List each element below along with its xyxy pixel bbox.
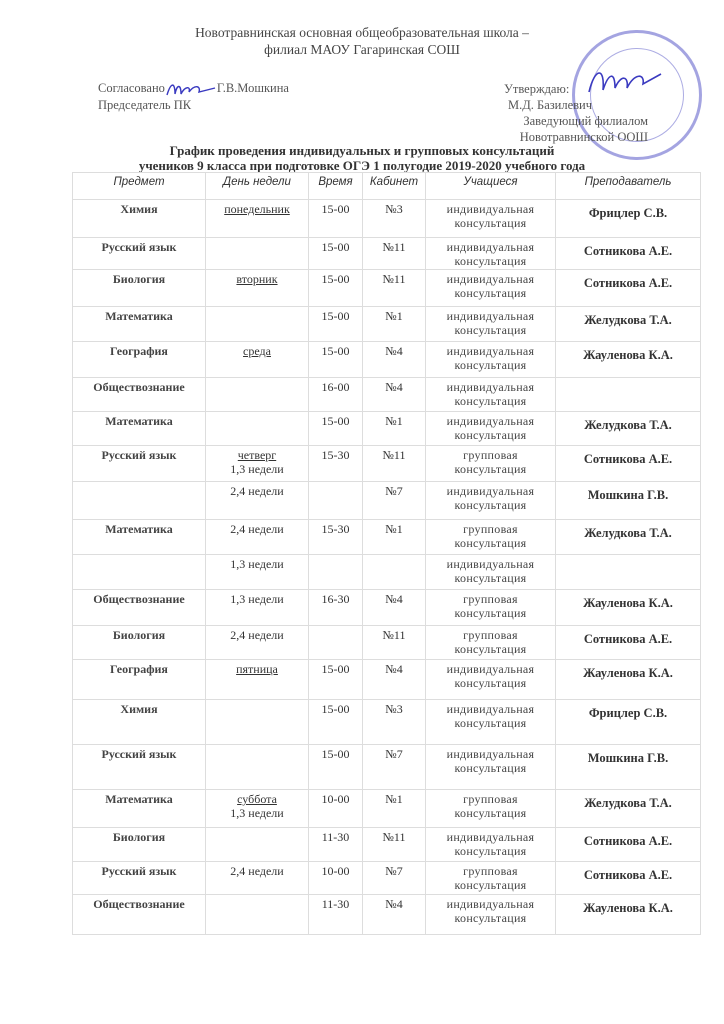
teacher-cell: Жауленова К.А. <box>556 342 701 378</box>
time-cell: 10-00 <box>309 862 363 895</box>
subject-cell: Русский язык <box>73 238 206 270</box>
time-cell: 10-00 <box>309 790 363 828</box>
day-cell <box>206 200 309 238</box>
time-cell <box>309 555 363 590</box>
room-cell: №7 <box>363 745 426 790</box>
table-row <box>73 745 701 790</box>
time-cell: 16-30 <box>309 590 363 626</box>
students-cell: индивидуальная консультация <box>426 200 556 238</box>
table-row <box>73 238 701 270</box>
time-cell: 15-00 <box>309 412 363 446</box>
week-note: 1,3 недели <box>230 557 284 571</box>
col-day: День недели <box>206 173 309 200</box>
subject-cell: Русский язык <box>73 446 206 482</box>
students-cell: индивидуальная консультация <box>426 378 556 412</box>
room-cell: №11 <box>363 270 426 307</box>
time-cell <box>309 626 363 660</box>
teacher-cell: Мошкина Г.В. <box>556 745 701 790</box>
day-name: понедельник <box>224 202 290 216</box>
students-cell: индивидуальная консультация <box>426 745 556 790</box>
students-cell: индивидуальная консультация <box>426 828 556 862</box>
subject-cell: Химия <box>73 200 206 238</box>
title-line-2: учеников 9 класса при подготовке ОГЭ 1 полугодие 2019-2020 учебного года <box>138 158 586 173</box>
col-teacher: Преподаватель <box>556 173 701 200</box>
room-cell: №11 <box>363 828 426 862</box>
teacher-cell: Мошкина Г.В. <box>556 482 701 520</box>
week-note: 2,4 недели <box>230 522 284 536</box>
approve-position: Заведующий филиалом <box>523 114 648 128</box>
teacher-cell: Сотникова А.Е. <box>556 270 701 307</box>
day-cell <box>206 307 309 342</box>
room-cell: №1 <box>363 790 426 828</box>
teacher-cell: Желудкова Т.А. <box>556 520 701 555</box>
day-cell <box>206 412 309 446</box>
week-note: 2,4 недели <box>230 864 284 878</box>
day-cell <box>206 700 309 745</box>
table-row <box>73 895 701 935</box>
teacher-cell: Желудкова Т.А. <box>556 412 701 446</box>
time-cell: 15-00 <box>309 238 363 270</box>
room-cell: №4 <box>363 342 426 378</box>
table-row <box>73 307 701 342</box>
subject-cell: Обществознание <box>73 378 206 412</box>
students-cell: групповая консультация <box>426 862 556 895</box>
day-cell <box>206 828 309 862</box>
students-cell: индивидуальная консультация <box>426 342 556 378</box>
students-cell: индивидуальная консультация <box>426 270 556 307</box>
teacher-cell <box>556 378 701 412</box>
subject-cell: Математика <box>73 412 206 446</box>
students-cell: индивидуальная консультация <box>426 555 556 590</box>
time-cell: 15-00 <box>309 745 363 790</box>
teacher-cell: Жауленова К.А. <box>556 590 701 626</box>
room-cell: №11 <box>363 446 426 482</box>
table-row <box>73 700 701 745</box>
table-row <box>73 626 701 660</box>
students-cell: индивидуальная консультация <box>426 482 556 520</box>
col-subject: Предмет <box>73 173 206 200</box>
subject-cell: Русский язык <box>73 745 206 790</box>
students-cell: групповая консультация <box>426 520 556 555</box>
time-cell: 15-00 <box>309 342 363 378</box>
room-cell: №4 <box>363 660 426 700</box>
room-cell: №4 <box>363 378 426 412</box>
day-name: пятница <box>236 662 278 676</box>
subject-cell: Обществознание <box>73 895 206 935</box>
table-row <box>73 590 701 626</box>
table-row <box>73 520 701 555</box>
time-cell <box>309 482 363 520</box>
time-cell: 15-00 <box>309 660 363 700</box>
subject-cell: Русский язык <box>73 862 206 895</box>
approve-block <box>480 81 648 145</box>
day-cell <box>206 520 309 555</box>
room-cell <box>363 555 426 590</box>
table-row <box>73 790 701 828</box>
time-cell: 15-30 <box>309 520 363 555</box>
teacher-cell: Желудкова Т.А. <box>556 307 701 342</box>
table-row <box>73 200 701 238</box>
students-cell: индивидуальная консультация <box>426 307 556 342</box>
students-cell: индивидуальная консультация <box>426 238 556 270</box>
title-line-1: График проведения индивидуальных и групповых консультаций <box>169 143 555 158</box>
subject-cell: Биология <box>73 626 206 660</box>
week-note: 2,4 недели <box>230 628 284 642</box>
day-cell <box>206 555 309 590</box>
subject-cell: Математика <box>73 307 206 342</box>
day-cell <box>206 482 309 520</box>
week-note: 2,4 недели <box>230 484 284 498</box>
table-row <box>73 482 701 520</box>
agreed-position: Председатель ПК <box>98 98 192 112</box>
teacher-cell: Жауленова К.А. <box>556 660 701 700</box>
signature-icon <box>165 80 217 98</box>
students-cell: индивидуальная консультация <box>426 895 556 935</box>
room-cell: №3 <box>363 200 426 238</box>
subject-cell: География <box>73 342 206 378</box>
week-note: 1,3 недели <box>230 806 284 820</box>
teacher-cell: Фрицлер С.В. <box>556 200 701 238</box>
teacher-cell: Сотникова А.Е. <box>556 446 701 482</box>
day-name: суббота <box>237 792 277 806</box>
day-name: четверг <box>237 448 277 462</box>
day-cell <box>206 270 309 307</box>
day-cell <box>206 660 309 700</box>
teacher-cell: Сотникова А.Е. <box>556 828 701 862</box>
day-name: среда <box>243 344 271 358</box>
students-cell: групповая консультация <box>426 790 556 828</box>
day-cell <box>206 378 309 412</box>
students-cell: индивидуальная консультация <box>426 412 556 446</box>
room-cell: №1 <box>363 307 426 342</box>
table-row <box>73 555 701 590</box>
day-cell <box>206 590 309 626</box>
teacher-cell: Фрицлер С.В. <box>556 700 701 745</box>
room-cell: №7 <box>363 482 426 520</box>
day-cell <box>206 238 309 270</box>
table-row <box>73 446 701 482</box>
teacher-cell <box>556 555 701 590</box>
teacher-cell: Сотникова А.Е. <box>556 238 701 270</box>
teacher-cell: Жауленова К.А. <box>556 895 701 935</box>
teacher-cell: Сотникова А.Е. <box>556 626 701 660</box>
table-row <box>73 862 701 895</box>
subject-cell <box>73 555 206 590</box>
room-cell: №11 <box>363 238 426 270</box>
day-cell <box>206 790 309 828</box>
school-line-2: филиал МАОУ Гагаринская СОШ <box>264 42 460 57</box>
time-cell: 16-00 <box>309 378 363 412</box>
day-cell <box>206 626 309 660</box>
day-cell <box>206 895 309 935</box>
week-note: 1,3 недели <box>230 592 284 606</box>
subject-cell: Биология <box>73 270 206 307</box>
table-header-row <box>73 173 701 200</box>
approve-label: Утверждаю: <box>504 82 570 96</box>
room-cell: №1 <box>363 520 426 555</box>
room-cell: №1 <box>363 412 426 446</box>
day-cell <box>206 342 309 378</box>
time-cell: 11-30 <box>309 828 363 862</box>
time-cell: 15-30 <box>309 446 363 482</box>
time-cell: 11-30 <box>309 895 363 935</box>
day-cell <box>206 446 309 482</box>
day-cell <box>206 745 309 790</box>
room-cell: №11 <box>363 626 426 660</box>
approve-org: Новотравнинской ООШ <box>519 130 648 144</box>
agreed-label: Согласовано <box>98 80 165 95</box>
table-row <box>73 342 701 378</box>
document-title <box>0 143 724 173</box>
school-line-1: Новотравнинская основная общеобразовательная школа – <box>195 25 529 40</box>
col-room: Кабинет <box>363 173 426 200</box>
students-cell: индивидуальная консультация <box>426 700 556 745</box>
week-note: 1,3 недели <box>230 462 284 476</box>
agreed-block <box>98 80 289 113</box>
col-students: Учащиеся <box>426 173 556 200</box>
subject-cell: Химия <box>73 700 206 745</box>
room-cell: №3 <box>363 700 426 745</box>
day-cell <box>206 862 309 895</box>
table-row <box>73 378 701 412</box>
time-cell: 15-00 <box>309 307 363 342</box>
subject-cell: Математика <box>73 790 206 828</box>
students-cell: индивидуальная консультация <box>426 660 556 700</box>
subject-cell: География <box>73 660 206 700</box>
table-row <box>73 828 701 862</box>
consultation-schedule-table <box>72 172 701 935</box>
col-time: Время <box>309 173 363 200</box>
teacher-cell: Желудкова Т.А. <box>556 790 701 828</box>
students-cell: групповая консультация <box>426 626 556 660</box>
room-cell: №7 <box>363 862 426 895</box>
room-cell: №4 <box>363 590 426 626</box>
table-row <box>73 660 701 700</box>
subject-cell: Обществознание <box>73 590 206 626</box>
day-name: вторник <box>236 272 278 286</box>
subject-cell: Биология <box>73 828 206 862</box>
room-cell: №4 <box>363 895 426 935</box>
students-cell: групповая консультация <box>426 590 556 626</box>
table-row <box>73 412 701 446</box>
time-cell: 15-00 <box>309 200 363 238</box>
students-cell: групповая консультация <box>426 446 556 482</box>
teacher-cell: Сотникова А.Е. <box>556 862 701 895</box>
time-cell: 15-00 <box>309 700 363 745</box>
approve-name: М.Д. Базилевич <box>508 98 593 112</box>
subject-cell: Математика <box>73 520 206 555</box>
time-cell: 15-00 <box>309 270 363 307</box>
table-row <box>73 270 701 307</box>
subject-cell <box>73 482 206 520</box>
agreed-name: Г.В.Мошкина <box>216 80 289 95</box>
